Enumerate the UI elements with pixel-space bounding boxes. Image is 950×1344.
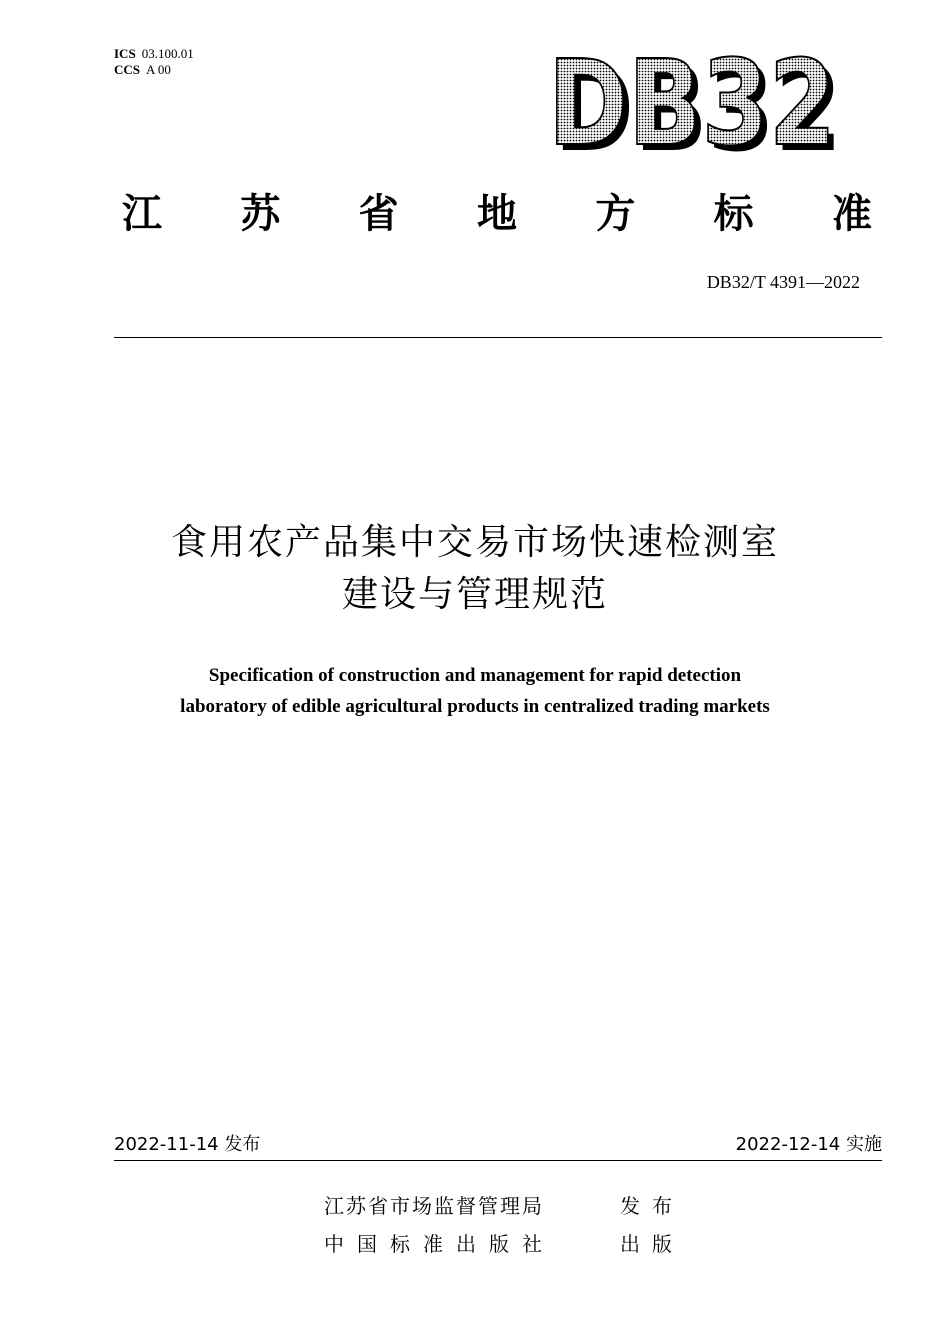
implementation-date: 2022-12-14 实施 [735,1134,882,1155]
issuer-action: 发布 [620,1194,684,1218]
ccs-line [114,62,194,78]
classification-codes [114,46,194,78]
logo-face: DB32 [548,46,836,158]
english-title [0,660,950,722]
footer-divider [114,1160,882,1161]
english-title-line-1: Specification of construction and management for rapid detection [208,665,742,686]
chinese-title-line-2: 建设与管理规范 [341,574,608,615]
ccs-code: A 00 [146,62,171,77]
publisher-name: 中国标准出版社 [324,1232,555,1256]
header-divider [114,337,882,338]
chinese-title-line-1: 食用农产品集中交易市场快速检测室 [170,522,779,563]
publisher-action: 出版 [620,1232,684,1256]
english-title-line-2: laboratory of edible agricultural products in centralized trading markets [180,696,770,717]
standard-category: 江 苏 省 地 方 标 准 [122,190,872,237]
ics-code: 03.100.01 [141,46,194,61]
ccs-label: CCS [114,62,141,77]
db32-logo [548,46,848,158]
ics-label: ICS [114,46,136,61]
standard-number: DB32/T 4391—2022 [706,272,860,292]
standard-category-title [122,180,872,240]
issuer-name: 江苏省市场监督管理局 [324,1194,544,1218]
logo-shadow: DB32 [554,46,842,158]
ics-line [114,46,194,62]
issue-date: 2022-11-14 发布 [114,1134,261,1155]
chinese-title [0,517,950,621]
